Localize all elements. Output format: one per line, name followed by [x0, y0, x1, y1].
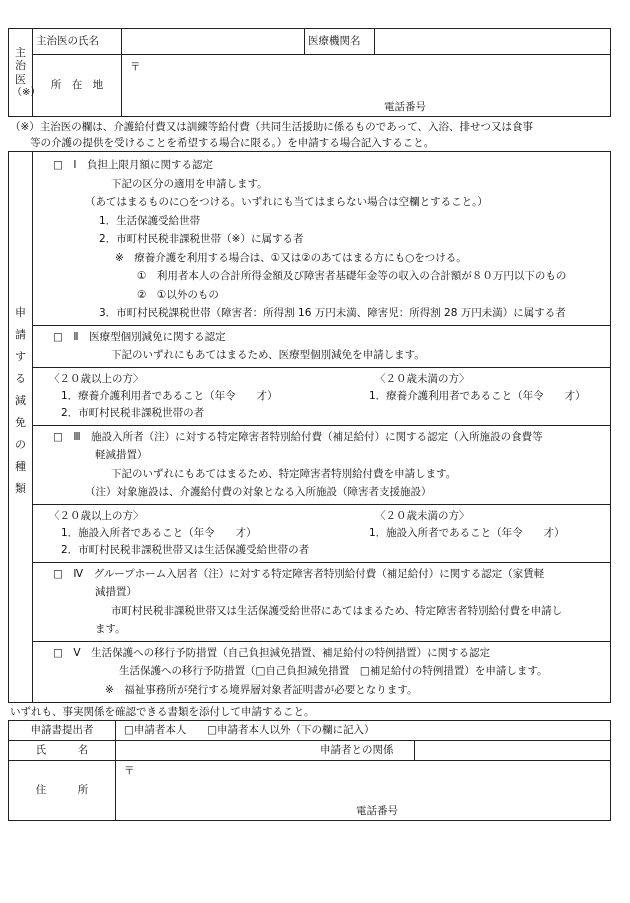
relation-field[interactable] [415, 741, 611, 761]
section-3-split [33, 504, 611, 562]
section-2-split [33, 367, 611, 425]
doctor-address-label: 所 在 地 [33, 55, 122, 117]
section-2-line: 下記のいずれにもあてはまるため、医療型個別減免を申請します。 [111, 349, 425, 361]
section-3-left-item[interactable]: 1．施設入所者であること（年令 才） [61, 526, 257, 539]
doctor-name-field[interactable] [122, 29, 305, 55]
section-3-left-item[interactable]: 2．市町村民税非課税世帯又は生活保護受給世帯の者 [61, 543, 310, 556]
section-3-right-item[interactable]: 1．施設入所者であること（年令 才） [369, 526, 565, 539]
doctor-note: （※）主治医の欄は、介護給付費又は訓練等給付費（共同生活援助に係るものであって、入浴、排せつ又は食事 等の介護の提供を受けることを希望する場合に限る。）を申請する場合記入すること。 [10, 121, 533, 149]
reduction-side-label: 申 請 す る 減 免 の 種 類 [9, 152, 33, 703]
submitter-table [8, 720, 611, 821]
submitter-address-label: 住 所 [9, 761, 116, 821]
doctor-name-label: 主治医の氏名 [33, 29, 122, 55]
submitter-self-checkbox[interactable]: □申請者本人 [124, 723, 187, 736]
section-1-option[interactable]: 2．市町村民税非課税世帯（※）に属する者 [99, 233, 304, 245]
submitter-postal-mark: 〒 [124, 765, 135, 777]
attach-note: いずれも、事実関係を確認できる書類を添付して申請すること。 [10, 706, 315, 718]
section-1-option[interactable]: 1．生活保護受給世帯 [99, 214, 201, 227]
section-2-left-head: 〈２０歳以上の方〉 [49, 372, 144, 385]
section-3 [33, 425, 611, 504]
section-5-line: ※ 福祉事務所が発行する境界層対象者証明書が必要となります。 [105, 683, 418, 696]
doctor-side-label: 主 治 医 （※） [9, 29, 33, 117]
section-5-title[interactable]: □ Ⅴ 生活保護への移行予防措置（自己負担減免措置、補足給付の特例措置）に関する認定 [53, 646, 491, 659]
section-2-left-item[interactable]: 2．市町村民税非課税世帯の者 [61, 406, 205, 419]
section-1-line: 下記の区分の適用を申請します。 [111, 177, 268, 190]
institution-label: 医療機関名 [305, 29, 375, 55]
section-2-right-item[interactable]: 1．療養介護利用者であること（年令 才） [369, 389, 586, 402]
doctor-postal-mark: 〒 [130, 61, 141, 73]
section-1-title[interactable]: □ Ⅰ 負担上限月額に関する認定 [53, 159, 214, 171]
institution-field[interactable] [375, 29, 611, 55]
section-1-option[interactable]: ① 利用者本人の合計所得金額及び障害者基礎年金等の収入の合計額が８０万円以下のもの [137, 270, 567, 282]
section-3-title[interactable]: □ Ⅲ 施設入所者（注）に対する特定障害者特別給付費（補足給付）に関する認定（入所施設の食費等 [53, 430, 543, 443]
relation-label: 申請者との関係 [320, 744, 394, 756]
section-1-option[interactable]: ② ①以外のもの [137, 288, 219, 301]
section-2-left-item[interactable]: 1．療養介護利用者であること（年令 才） [61, 389, 278, 402]
section-4-line: ます。 [95, 623, 126, 635]
reduction-table [8, 151, 611, 703]
section-1 [33, 152, 611, 326]
section-3-right-head: 〈２０歳未満の方〉 [375, 509, 470, 522]
section-5-line[interactable]: 生活保護への移行予防措置（□自己負担減免措置 □補足給付の特例措置）を申請します。 [119, 665, 548, 677]
section-4-line: 市町村民税非課税世帯又は生活保護受給世帯にあてはまるため、特定障害者特別給付費を申請し [111, 604, 563, 617]
submitter-label: 申請書提出者 [9, 721, 116, 741]
section-4-title[interactable]: □ Ⅳ グループホーム入居者（注）に対する特定障害者特別給付費（補足給付）に関する認定（家賃軽 [53, 567, 545, 580]
section-3-line: 下記のいずれにもあてはまるため、特定障害者特別給付費を申請します。 [111, 467, 457, 480]
doctor-address-field[interactable] [122, 55, 611, 117]
section-2-right-head: 〈２０歳未満の方〉 [375, 372, 470, 385]
doctor-phone-label: 電話番号 [384, 101, 426, 113]
section-3-line: （注）対象施設は、介護給付費の対象となる入所施設（障害者支援施設） [85, 486, 432, 498]
submitter-phone-label: 電話番号 [356, 805, 398, 817]
submitter-options [116, 721, 611, 741]
section-1-option[interactable]: 3．市町村民税課税世帯（障害者：所得割 16 万円未満、障害児：所得割 28 万円未満）に属する者 [99, 307, 566, 319]
section-2 [33, 325, 611, 367]
section-4 [33, 562, 611, 641]
section-1-line: ※ 療養介護を利用する場合は、①又は②のあてはまる方にも○をつける。 [115, 251, 467, 264]
section-2-title[interactable]: □ Ⅱ 医療型個別減免に関する認定 [53, 330, 226, 343]
section-3-title-cont: 軽減措置） [95, 449, 148, 461]
doctor-table [8, 28, 611, 117]
section-1-line: （あてはまるものに○をつける。いずれにも当てはまらない場合は空欄とすること。） [85, 196, 488, 208]
submitter-name-field[interactable] [116, 741, 415, 761]
submitter-other-checkbox[interactable]: □申請者本人以外（下の欄に記入） [207, 723, 375, 736]
section-4-title-cont: 減措置） [95, 586, 137, 598]
submitter-name-label: 氏 名 [9, 741, 116, 761]
submitter-address-field[interactable] [116, 761, 611, 821]
section-3-left-head: 〈２０歳以上の方〉 [49, 509, 144, 522]
section-5 [33, 641, 611, 703]
